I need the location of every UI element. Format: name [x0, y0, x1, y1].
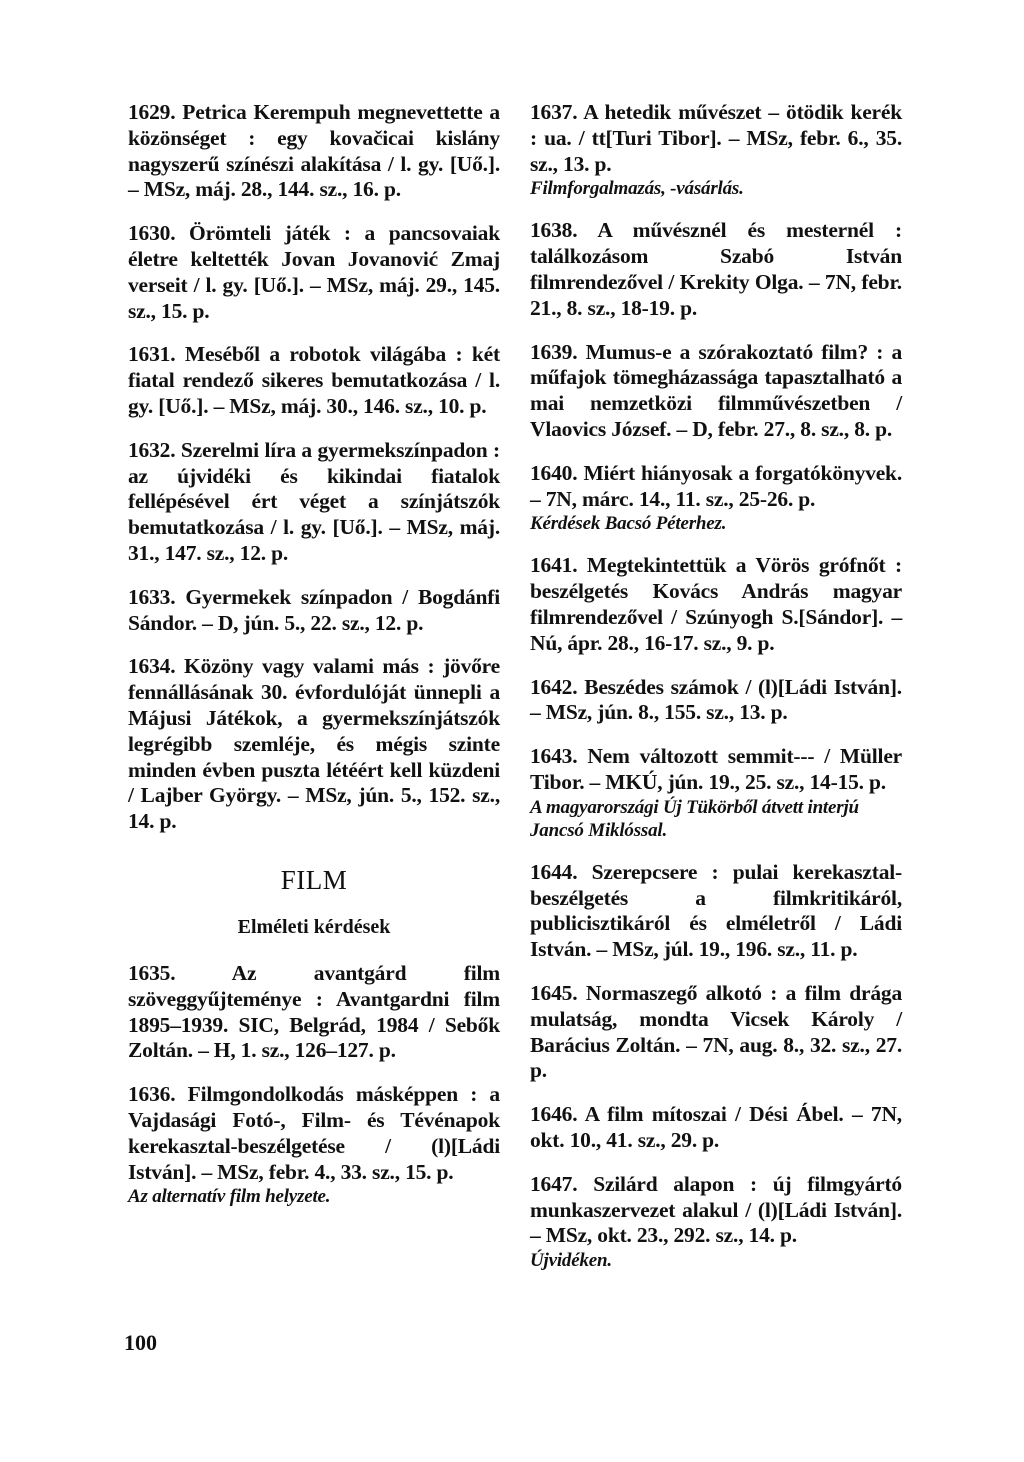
bibliography-entry	[530, 218, 902, 321]
bibliography-entry	[530, 340, 902, 443]
entry-text: Miért hiányosak a forgatókönyvek. – 7N, márc. 14., 11. sz., 25-26. p.	[530, 460, 902, 511]
entry-number: 1645.	[530, 980, 578, 1005]
entry-note: Az alternatív film helyzete.	[128, 1186, 331, 1208]
entry-number: 1637.	[530, 100, 578, 124]
entry-number: 1643.	[530, 744, 578, 769]
entry-text: Közöny vagy valami más : jövőre fennállásának 30. évfordulóját ünnepli a Májusi Játékok, a gyermekszínjátszók legrégibb szemléje, és mégis szinte minden évben puszta létéért kell küzdeni / Lajber György. – MSz, jún. 5., 152. sz., 14. p.	[128, 654, 500, 834]
entry-number: 1644.	[530, 859, 578, 884]
bibliography-entry	[128, 221, 500, 324]
entry-text: Szilárd alapon : új filmgyártó munkaszervezet alakul / (l)[Ládi István]. – MSz, okt. 23., 292. sz., 14. p.	[530, 1171, 902, 1248]
entry-number: 1636.	[128, 1082, 176, 1107]
entry-note: Filmforgalmazás, -vásárlás.	[530, 178, 744, 200]
entry-text: Mumus-e a szórakoztató film? : a műfajok tömegházassága tapasztalható a mai nemzetközi filmművészetben / Vlaovics József. – D, febr. 27., 8. sz., 8. p.	[530, 339, 902, 441]
entry-number: 1646.	[530, 1102, 578, 1127]
bibliography-entry	[128, 100, 500, 203]
entry-text: A művésznél és mesternél : találkozásom Szabó István filmrendezővel / Krekity Olga. – 7N, febr. 21., 8. sz., 18-19. p.	[530, 218, 902, 320]
entry-number: 1633.	[128, 584, 176, 609]
entry-number: 1630.	[128, 221, 176, 246]
bibliography-entry	[530, 675, 902, 727]
left-entries-after	[128, 961, 500, 1208]
bibliography-entry	[530, 1102, 902, 1154]
bibliography-entry	[128, 342, 500, 419]
entry-note: Kérdések Bacsó Péterhez.	[530, 513, 727, 535]
entry-text: Filmgondolkodás másképpen : a Vajdasági Fotó-, Film- és Tévénapok kerekasztal-beszélgetése / (l)[Ládi István]. – MSz, febr. 4., 33. sz., 15. p.	[128, 1082, 500, 1184]
entry-text: Megtekintettük a Vörös grófnőt : beszélgetés Kovács András magyar filmrendezővel / Szúnyogh S.[Sándor]. – Nú, ápr. 28., 16-17. sz., 9. p.	[530, 553, 902, 655]
entry-text: Szerepcsere : pulai kerekasztal-beszélgetés a filmkritikáról, publicisztikáról és elméletről / Ládi István. – MSz, júl. 19., 196. sz., 11. p.	[530, 859, 902, 962]
entry-text: Meséből a robotok világába : két fiatal rendező sikeres bemutatkozása / l. gy. [Uő.]. – MSz, máj. 30., 146. sz., 10. p.	[128, 342, 500, 418]
bibliography-entry	[530, 860, 902, 963]
page-number: 100	[124, 1330, 157, 1355]
bibliography-entry	[530, 1172, 902, 1272]
bibliography-entry	[530, 100, 902, 200]
entry-number: 1640.	[530, 460, 578, 485]
bibliography-entry	[530, 981, 902, 1084]
right-entries	[530, 100, 902, 1272]
entry-number: 1632.	[128, 437, 176, 462]
entry-number: 1641.	[530, 553, 578, 578]
entry-text: Gyermekek színpadon / Bogdánfi Sándor. – D, jún. 5., 22. sz., 12. p.	[128, 584, 500, 635]
bibliography-entry	[530, 744, 902, 842]
bibliography-entry	[530, 553, 902, 656]
bibliography-entry	[128, 585, 500, 637]
bibliography-entry	[128, 438, 500, 567]
entry-text: Örömteli játék : a pancsovaiak életre keltették Jovan Jovanović Zmaj verseit / l. gy. [Uő.]. – MSz, máj. 29., 145. sz., 15. p.	[128, 221, 500, 323]
bibliography-entry	[530, 461, 902, 536]
entry-text: A film mítoszai / Dési Ábel. – 7N, okt. 10., 41. sz., 29. p.	[530, 1102, 902, 1152]
entry-text: Beszédes számok / (l)[Ládi István]. – MSz, jún. 8., 155. sz., 13. p.	[530, 674, 902, 725]
section-title: FILM	[280, 864, 348, 895]
entry-number: 1634.	[128, 654, 176, 679]
bibliography-entry	[128, 654, 500, 835]
entry-text: A hetedik művészet – ötödik kerék : ua. / tt[Turi Tibor]. – MSz, febr. 6., 35. sz., 13. p.	[530, 100, 902, 176]
entry-number: 1642.	[530, 674, 578, 699]
entry-text: Nem változott semmit--- / Müller Tibor. – MKÚ, jún. 19., 25. sz., 14-15. p.	[530, 744, 902, 794]
entry-text: Az avantgárd film szöveggyűjteménye : Avantgardni film 1895–1939. SIC, Belgrád, 1984 / Sebők Zoltán. – H, 1. sz., 126–127. p.	[128, 960, 500, 1063]
entry-note: Újvidéken.	[530, 1250, 612, 1272]
entry-number: 1638.	[530, 218, 578, 243]
entry-text: Szerelmi líra a gyermekszínpadon : az újvidéki és kikindai fiatalok fellépésével ért véget a színjátszók bemutatkozása / l. gy. [Uő.]. – MSz, máj. 31., 147. sz., 12. p.	[128, 437, 500, 565]
entry-number: 1635.	[128, 960, 176, 985]
entry-number: 1647.	[530, 1171, 578, 1196]
bibliography-entry	[128, 961, 500, 1064]
entry-text: Normaszegő alkotó : a film drága mulatság, mondta Vicsek Károly / Barácius Zoltán. – 7N, aug. 8., 32. sz., 27. p.	[530, 980, 902, 1083]
bibliography-entry	[128, 1082, 500, 1208]
entry-number: 1631.	[128, 342, 176, 367]
entry-number: 1639.	[530, 339, 578, 364]
entry-note: A magyarországi Új Tükörből átvett interjú Jancsó Miklóssal.	[530, 796, 859, 841]
entry-text: Petrica Kerempuh megnevettette a közönséget : egy kovačicai kislány nagyszerű színészi alakítása / l. gy. [Uő.]. – MSz, máj. 28., 144. sz., 16. p.	[128, 100, 500, 202]
right-column	[530, 100, 902, 1290]
left-entries-before	[128, 100, 500, 835]
left-column	[128, 100, 500, 1226]
subsection-title: Elméleti kérdések	[237, 915, 391, 938]
entry-number: 1629.	[128, 100, 176, 124]
